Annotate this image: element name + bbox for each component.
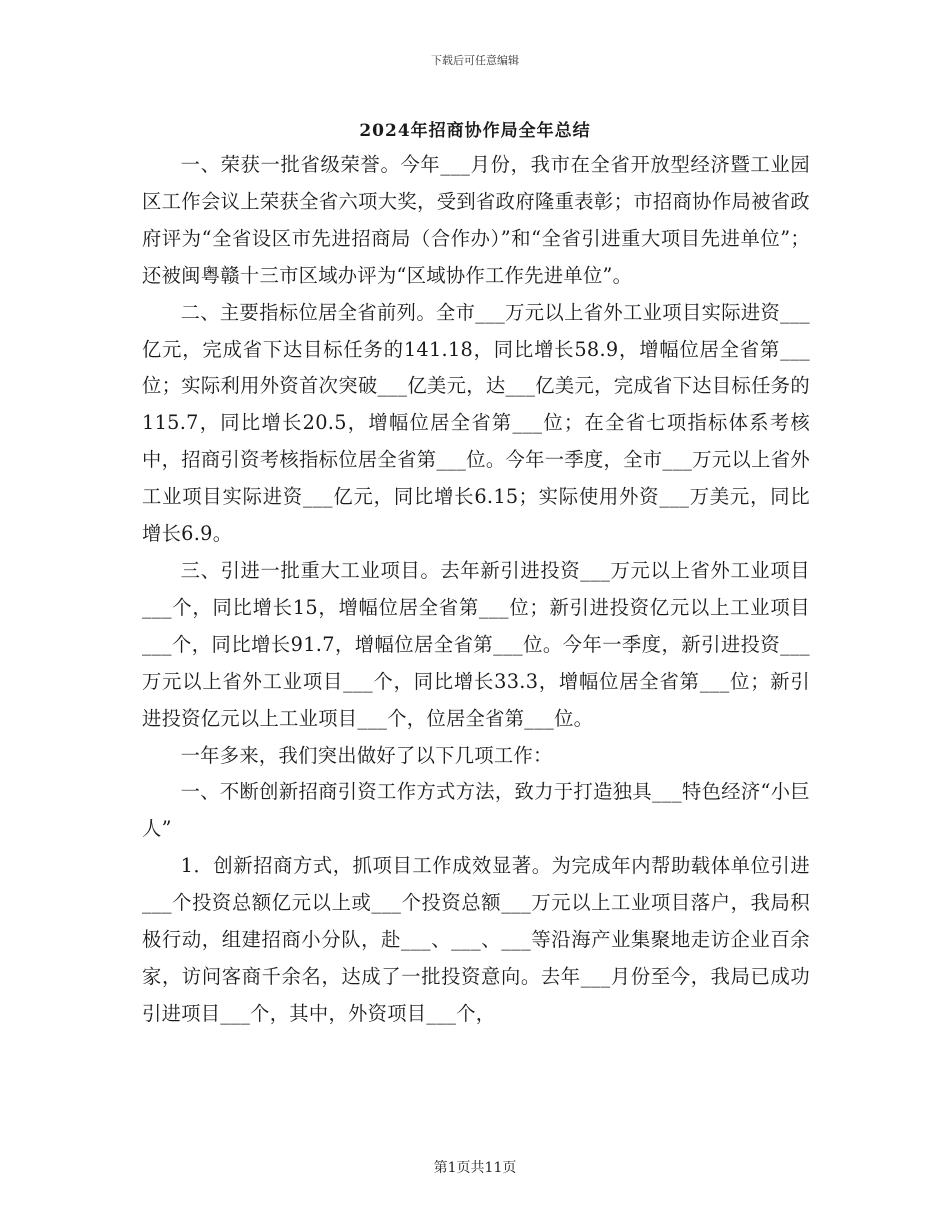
paragraph-indicators: 二、主要指标位居全省前列。全市___万元以上省外工业项目实际进资___亿元，完成省下达目标任务的141.18，同比增长58.9，增幅位居全省第___位；实际利用外资首次突破___亿美元，达___亿美元，完成省下达目标任务的115.7，同比增长20.5，增幅位居全省第___位；在全省七项指标体系考核中，招商引资考核指标位居全省第___位。今年一季度，全市___万元以上省外工业项目实际进资___亿元，同比增长6.15；实际使用外资___万美元，同比增长6.9。	[142, 300, 810, 546]
document-body	[142, 147, 810, 1033]
paragraph-intro: 一年多来，我们突出做好了以下几项工作：	[180, 743, 553, 767]
paragraph-item-one: 1．创新招商方式，抓项目工作成效显著。为完成年内帮助载体单位引进___个投资总额亿元以上或___个投资总额___万元以上工业项目落户，我局积极行动，组建招商小分队，赴___、___、___等沿海产业集聚地走访企业百余家，访问客商千余名，达成了一批投资意向。去年___月份至今，我局已成功引进项目___个，其中，外资项目___个，	[142, 854, 810, 1025]
page-number: 第1页共11页	[433, 1160, 517, 1176]
document-title: 2024年招商协作局全年总结	[359, 121, 591, 141]
paragraph-section-one: 一、不断创新招商引资工作方式方法，致力于打造独具___特色经济“小巨人”	[142, 780, 810, 841]
page-header-note: 下载后可任意编辑	[431, 54, 519, 67]
paragraph-honors: 一、荣获一批省级荣誉。今年___月份，我市在全省开放型经济暨工业园区工作会议上荣获全省六项大奖，受到省政府隆重表彰；市招商协作局被省政府评为“全省设区市先进招商局（合作办）”和“全省引进重大项目先进单位”；还被闽粤赣十三市区域办评为“区域协作工作先进单位”。	[142, 153, 810, 287]
paragraph-projects: 三、引进一批重大工业项目。去年新引进投资___万元以上省外工业项目___个，同比增长15，增幅位居全省第___位；新引进投资亿元以上工业项目___个，同比增长91.7，增幅位居全省第___位。今年一季度，新引进投资___万元以上省外工业项目___个，同比增长33.3，增幅位居全省第___位；新引进投资亿元以上工业项目___个，位居全省第___位。	[142, 558, 810, 730]
